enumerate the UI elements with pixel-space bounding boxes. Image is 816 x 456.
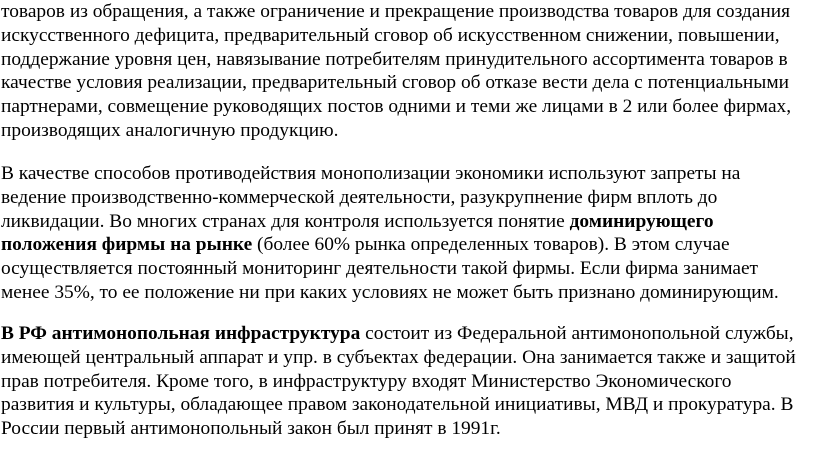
- paragraph-1-line-2: искусственного дефицита, предварительный сговор об искусственном снижении, повышении,: [1, 24, 780, 46]
- paragraph-3-line-2: имеющей центральный аппарат и упр. в субъектах федерации. Она занимается также и защитой: [1, 346, 796, 368]
- term-antimonopoly-infrastructure: В РФ антимонопольная инфраструктура: [1, 323, 361, 344]
- paragraph-2-line-6: менее 35%, то ее положение ни при каких условиях не может быть признано доминирующим.: [1, 281, 779, 303]
- paragraph-2-line-3: [1, 210, 811, 234]
- paragraph-2: [1, 162, 811, 305]
- paragraph-2-line-5: осуществляется постоянный мониторинг деятельности такой фирмы. Если фирма занимает: [1, 258, 759, 280]
- paragraph-2-line-2: ведение производственно-коммерческой деятельности, разукрупнение фирм вплоть до: [1, 186, 718, 208]
- paragraph-3-line-5: России первый антимонопольный закон был принят в 1991г.: [1, 418, 501, 440]
- paragraph-1: [1, 0, 811, 143]
- paragraph-1-line-5: партнерами, совмещение руководящих постов одними и теми же лицами в 2 или более фирмах,: [1, 96, 792, 118]
- term-dominant-position-part-1: доминирующего: [569, 210, 714, 232]
- paragraph-3-line-1-text: состоит из Федеральной антимонопольной службы,: [360, 323, 794, 344]
- paragraph-2-line-1: В качестве способов противодействия монополизации экономики используют запреты на: [1, 163, 741, 184]
- paragraph-1-line-3: поддержание уровня цен, навязывание потребителям принудительного ассортимента товаров в: [1, 48, 788, 70]
- paragraph-1-line-6: производящих аналогичную продукцию.: [1, 119, 339, 141]
- paragraph-2-line-3-text: ликвидации. Во многих странах для контроля используется понятие: [1, 210, 570, 232]
- paragraph-3-line-3: прав потребителя. Кроме того, в инфраструктуру входят Министерство Экономического: [1, 370, 732, 392]
- paragraph-1-line-4: качестве условия реализации, предварительный сговор об отказе вести дела с потенциальными: [1, 72, 789, 94]
- paragraph-3-line-1: [1, 322, 815, 346]
- paragraph-1-line-1: товаров из обращения, а также ограничение и прекращение производства товаров для создания: [1, 1, 791, 22]
- paragraph-3: [1, 322, 815, 441]
- paragraph-2-line-4-text: (более 60% рынка определенных товаров). В этом случае: [252, 234, 730, 256]
- paragraph-3-line-4: развития и культуры, обладающее правом законодательной инициативы, МВД и прокуратура. В: [1, 394, 794, 416]
- term-dominant-position-part-2: положения фирмы на рынке: [1, 234, 253, 256]
- paragraph-2-line-4: [1, 233, 811, 257]
